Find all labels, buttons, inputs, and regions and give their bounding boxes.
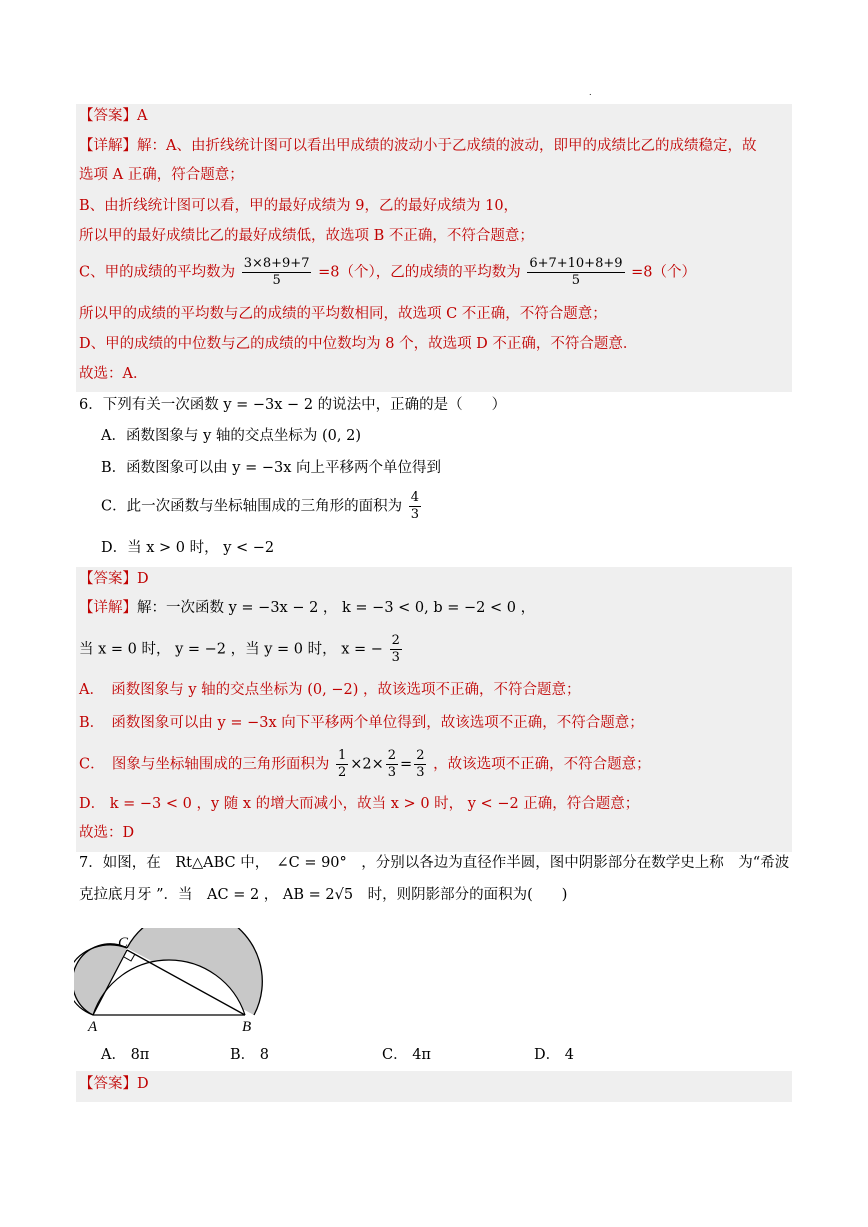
question-7-stem-line1: 7．如图，在 Rt△ABC 中， ∠C = 90° ，分别以各边为直径作半圆，图中阴影部分在数学史上称 为“希波 bbox=[79, 855, 790, 871]
q7-option-c: C． 4π bbox=[382, 1047, 431, 1063]
question-6-stem: 6．下列有关一次函数 y = −3x − 2 的说法中，正确的是（ ） bbox=[79, 397, 507, 413]
fraction-denominator: 3 bbox=[387, 765, 397, 780]
top-mark: . bbox=[589, 88, 592, 97]
question-7-stem-line2: 克拉底月牙 ”．当 AC = 2 ， AB = 2√5 时，则阴影部分的面积为( ) bbox=[79, 887, 568, 903]
fraction-two-thirds bbox=[390, 633, 402, 666]
mean-text: C、甲的成绩的平均数为 bbox=[79, 264, 236, 281]
fraction-numerator: 6+7+10+8+9 bbox=[529, 256, 623, 271]
q6-option-d: D．当 x > 0 时， y < −2 bbox=[101, 540, 275, 556]
fraction-denominator: 3 bbox=[391, 650, 400, 665]
hippocrates-lune-figure bbox=[74, 928, 274, 1038]
fraction-mean-yi bbox=[527, 256, 624, 289]
fraction-denominator: 3 bbox=[416, 765, 425, 780]
detail-line bbox=[79, 136, 756, 156]
fraction-denominator: 3 bbox=[410, 507, 419, 522]
fraction-numerator: 4 bbox=[410, 490, 419, 505]
detail-line bbox=[79, 748, 651, 781]
fraction-denominator: 5 bbox=[272, 273, 281, 288]
detail-text: = bbox=[400, 756, 413, 773]
detail-line: B． 函数图象可以由 y = −3x 向下平移两个单位得到，故该选项不正确，不符合题意； bbox=[79, 715, 644, 731]
fraction-numerator: 1 bbox=[337, 748, 347, 763]
fraction-four-thirds bbox=[409, 490, 421, 523]
fraction-denominator: 5 bbox=[571, 273, 581, 288]
answer-block-7 bbox=[76, 1071, 792, 1102]
detail-text: 当 x = 0 时， y = −2 ，当 y = 0 时， x = − bbox=[79, 641, 383, 658]
answer-label: 【答案】D bbox=[79, 571, 149, 587]
detail-label: 【详解】 bbox=[79, 138, 137, 154]
detail-line: D、甲的成绩的中位数与乙的成绩的中位数均为 8 个，故选项 D 不正确，不符合题意． bbox=[79, 336, 638, 352]
fraction-numerator: 2 bbox=[387, 748, 397, 763]
answer-label: 【答案】D bbox=[79, 1076, 149, 1092]
q6-option-b: B．函数图象可以由 y = −3x 向上平移两个单位得到 bbox=[101, 460, 441, 476]
fraction-denominator: 2 bbox=[337, 765, 347, 780]
detail-line: 所以甲的最好成绩比乙的最好成绩低，故选项 B 不正确，不符合题意； bbox=[79, 228, 534, 244]
detail-line: 选项 A 正确，符合题意； bbox=[79, 167, 244, 183]
detail-line bbox=[79, 598, 535, 618]
detail-label: 【详解】 bbox=[79, 600, 137, 616]
detail-text: ，故该选项不正确，不符合题意； bbox=[433, 756, 651, 773]
q7-option-d: D． 4 bbox=[534, 1047, 574, 1063]
fraction bbox=[386, 748, 398, 781]
fraction-mean-jia bbox=[242, 256, 312, 289]
choose-line: 故选：D bbox=[79, 825, 135, 841]
q6-option-c bbox=[101, 490, 423, 523]
option-text: C．此一次函数与坐标轴围成的三角形的面积为 bbox=[101, 498, 403, 515]
fraction-numerator: 2 bbox=[416, 748, 425, 763]
choose-line: 故选：A． bbox=[79, 366, 148, 382]
fraction-numerator: 3×8+9+7 bbox=[243, 256, 310, 271]
fraction bbox=[414, 748, 426, 781]
detail-text: 解：A、由折线统计图可以看出甲成绩的波动小于乙成绩的波动，即甲的成绩比乙的成绩稳定，故 bbox=[137, 138, 757, 154]
detail-line: D． k = −3 < 0 ，y 随 x 的增大而减小，故当 x > 0 时， y < −2 正确，符合题意； bbox=[79, 796, 640, 812]
answer-label: 【答案】A bbox=[79, 108, 148, 124]
detail-line: B、由折线统计图可以看，甲的最好成绩为 9，乙的最好成绩为 10， bbox=[79, 198, 519, 214]
fraction-numerator: 2 bbox=[391, 633, 400, 648]
q6-option-a: A．函数图象与 y 轴的交点坐标为 (0, 2) bbox=[101, 428, 361, 444]
detail-text: C． 图象与坐标轴围成的三角形面积为 bbox=[79, 756, 330, 773]
label-c: C bbox=[118, 935, 129, 951]
detail-text: 解：一次函数 y = −3x − 2 ， k = −3 < 0, b = −2 < 0 ， bbox=[137, 600, 536, 616]
detail-text: ×2× bbox=[350, 756, 384, 773]
mean-text: =8（个） bbox=[631, 264, 696, 281]
mean-text: =8（个），乙的成绩的平均数为 bbox=[318, 264, 521, 281]
q7-option-b: B． 8 bbox=[230, 1047, 269, 1063]
label-b: B bbox=[242, 1019, 252, 1035]
mean-line bbox=[79, 256, 696, 289]
detail-line: A． 函数图象与 y 轴的交点坐标为 (0, −2) ，故该选项不正确，不符合题意； bbox=[79, 682, 581, 698]
detail-line: 所以甲的成绩的平均数与乙的成绩的平均数相同，故选项 C 不正确，不符合题意； bbox=[79, 306, 607, 322]
label-a: A bbox=[88, 1019, 98, 1035]
detail-line bbox=[79, 633, 404, 666]
fraction bbox=[336, 748, 348, 781]
q7-option-a: A． 8π bbox=[101, 1047, 150, 1063]
